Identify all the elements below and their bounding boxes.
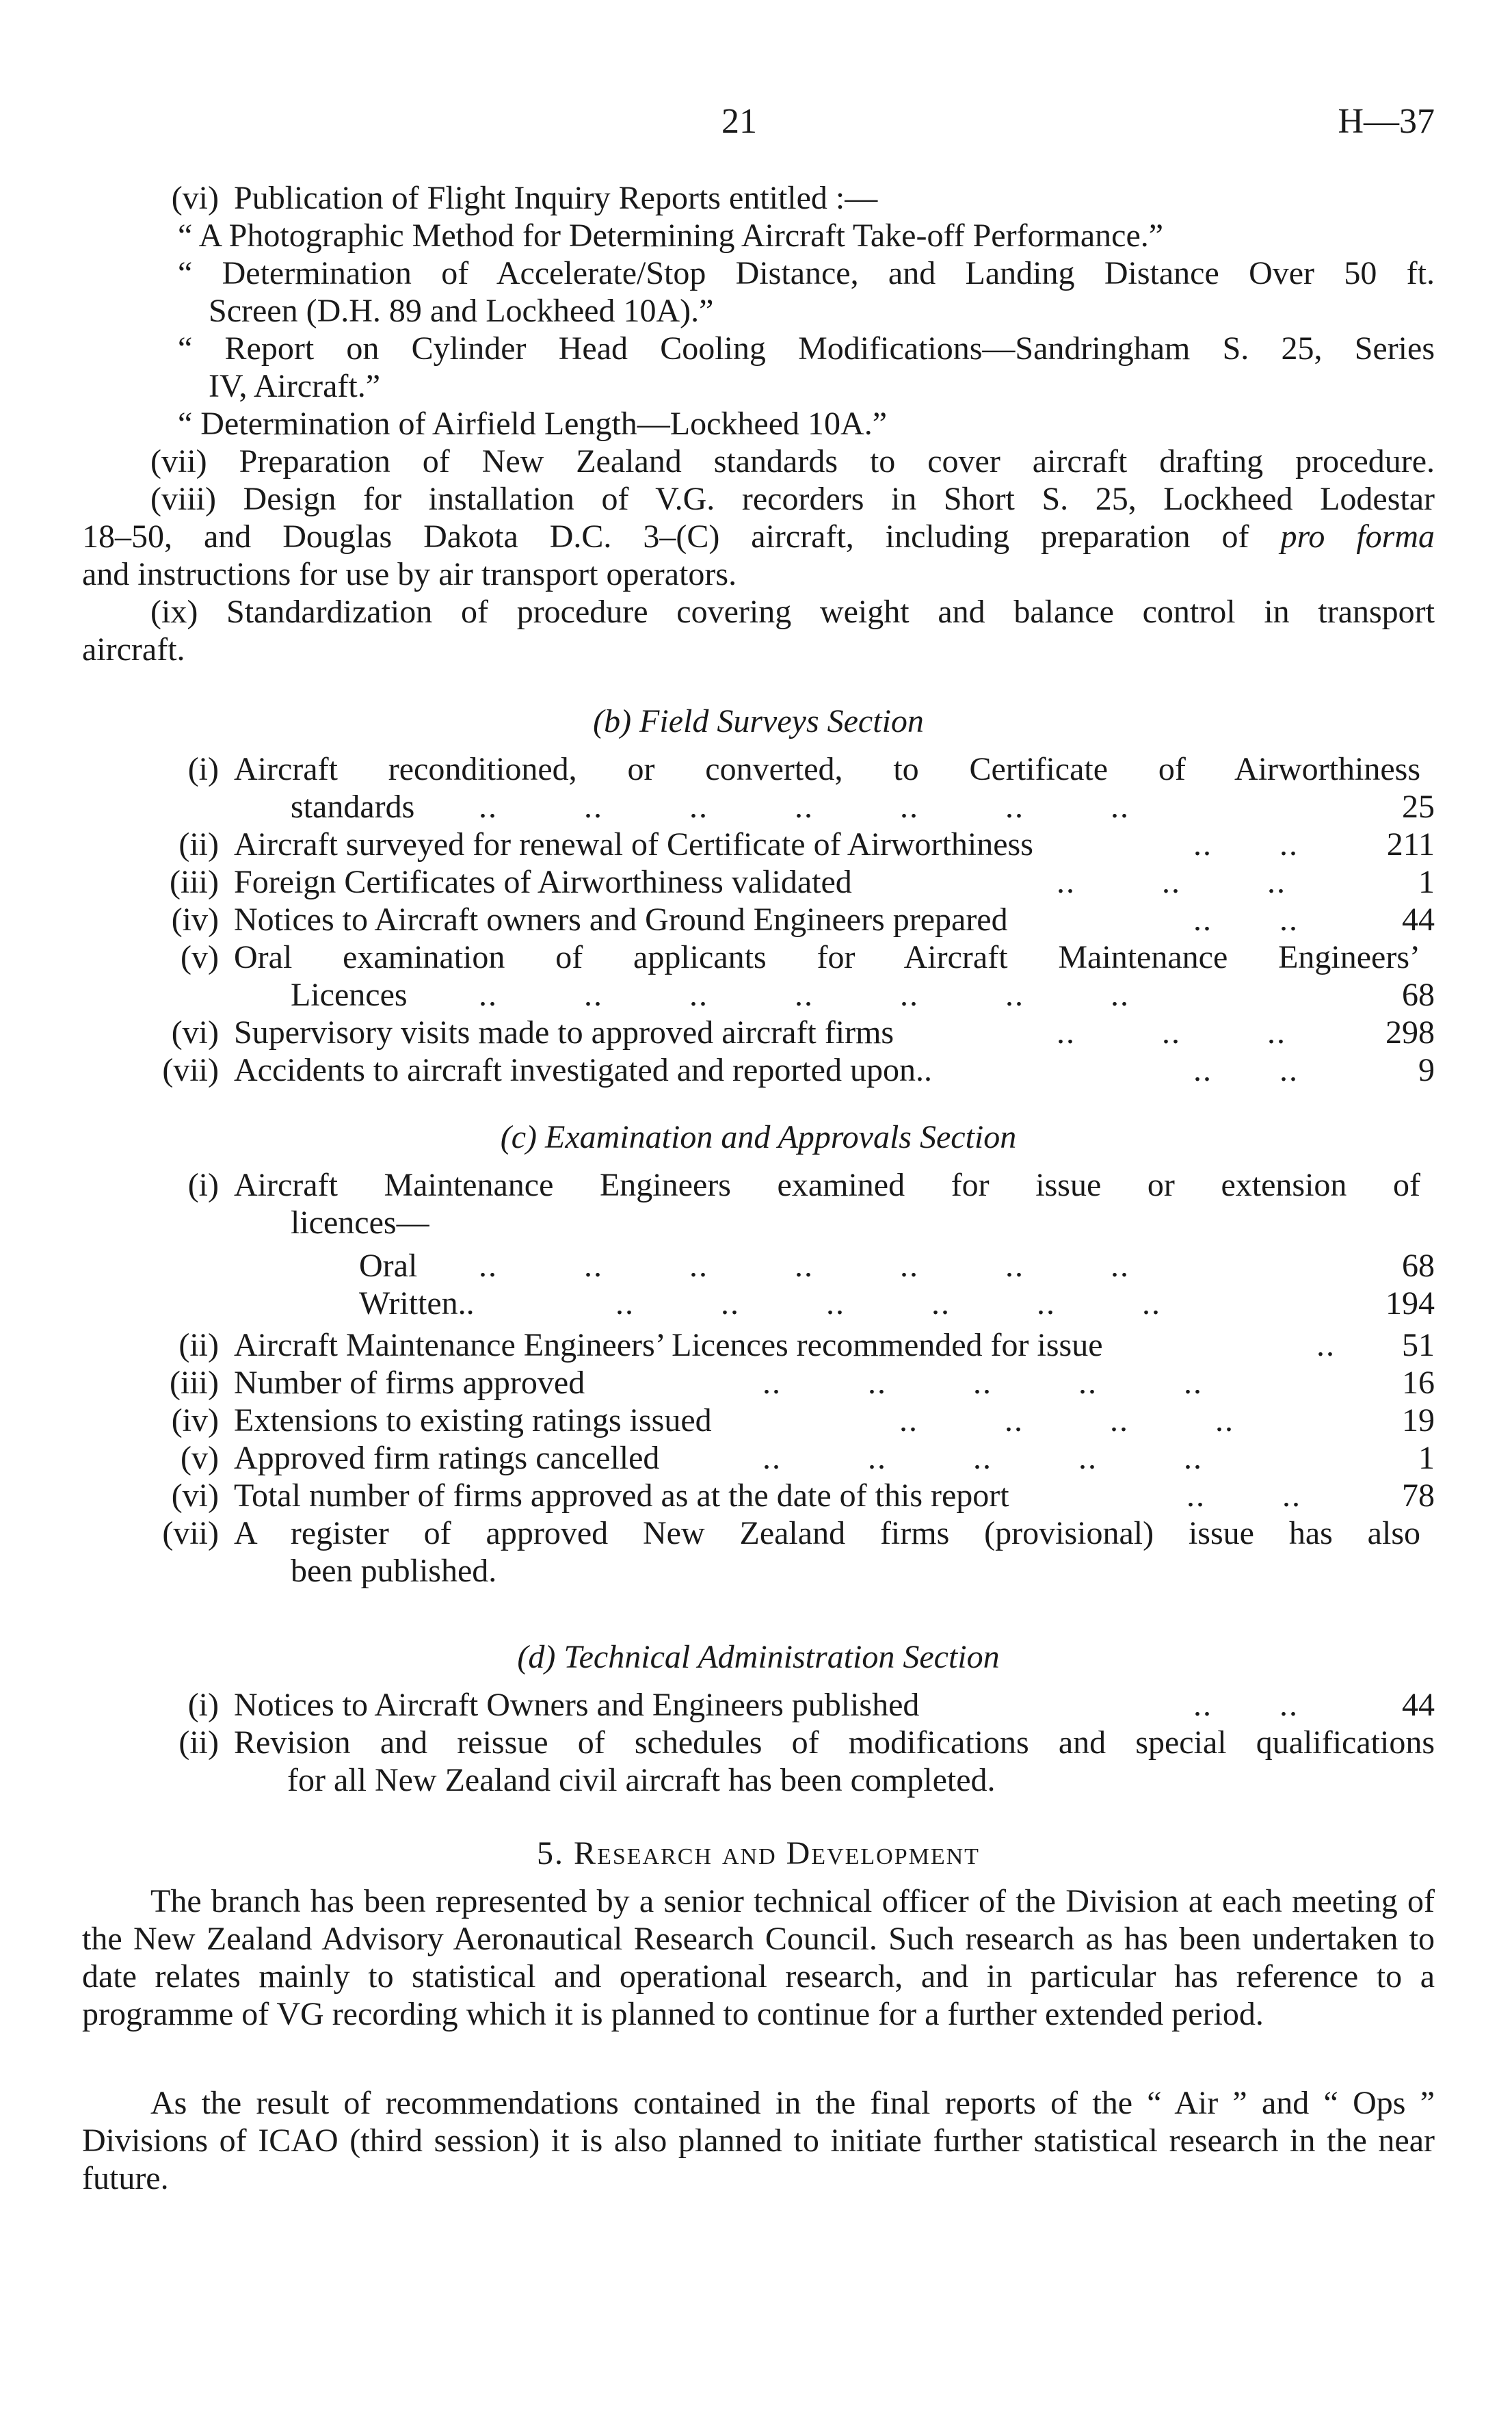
list-item: (vii) Accidents to aircraft investigated and reported upon.. .. .. 9: [162, 1052, 1435, 1088]
item-value: 78: [1402, 1477, 1435, 1514]
list-item: (vii) Preparation of New Zealand standards to cover aircraft drafting procedure.: [150, 443, 1435, 479]
item-value: 1: [1418, 1440, 1435, 1476]
list-item-cont: aircraft.: [82, 631, 185, 668]
list-item-cont: been published.: [291, 1553, 497, 1589]
list-item: (vi) Supervisory visits made to approved aircraft firms .. .. .. 298: [171, 1014, 1435, 1051]
item-value: 44: [1402, 902, 1435, 938]
page-header: [82, 103, 1435, 150]
list-item-cont: 18–50, and Douglas Dakota D.C. 3–(C) aircraft, including preparation of pro forma: [82, 518, 1435, 555]
list-item: (i) Aircraft Maintenance Engineers examined for issue or extension of: [187, 1167, 1420, 1203]
list-item: (vi) Total number of firms approved as at the date of this report .. .. 78: [171, 1477, 1435, 1514]
list-item: (ii) Revision and reissue of schedules of modifications and special qualifications: [178, 1724, 1435, 1761]
section-heading-technical: (d) Technical Administration Section: [517, 1639, 1000, 1675]
item-value: 211: [1386, 826, 1435, 863]
section-heading-examination: (c) Examination and Approvals Section: [500, 1119, 1017, 1155]
list-item-cont: and instructions for use by air transport operators.: [82, 556, 737, 592]
list-item: (iii) Foreign Certificates of Airworthiness validated .. .. .. 1: [170, 864, 1435, 900]
list-item-cont: licences—: [291, 1205, 429, 1241]
item-value: 9: [1418, 1052, 1435, 1088]
list-item: (viii) Design for installation of V.G. recorders in Short S. 25, Lockheed Lodestar: [150, 481, 1435, 517]
sub-item-written: Written.. .. .. .. .. .. .. 194: [359, 1285, 1435, 1322]
list-item: (iv) Extensions to existing ratings issued .. .. .. .. 19: [171, 1402, 1435, 1438]
section-heading-field-surveys: (b) Field Surveys Section: [593, 703, 924, 739]
item-value: 68: [1402, 1248, 1435, 1284]
field-surveys-list: [82, 750, 1435, 1089]
item-value: 194: [1385, 1285, 1435, 1322]
list-item: (ii) Aircraft Maintenance Engineers’ Licences recommended for issue .. 51: [178, 1327, 1435, 1363]
sub-item-oral: Oral .. .. .. .. .. .. .. 68: [359, 1248, 1435, 1284]
section-heading-research: 5. Research and Development: [537, 1835, 980, 1871]
item-value: 51: [1402, 1327, 1435, 1363]
document-code: H—37: [1338, 102, 1435, 141]
list-item: (ix) Standardization of procedure covering weight and balance control in transport: [150, 594, 1435, 630]
list-item: (ii) Aircraft surveyed for renewal of Certificate of Airworthiness .. .. 211: [178, 826, 1435, 863]
list-item: (i) Notices to Aircraft Owners and Engineers published .. .. 44: [187, 1687, 1435, 1723]
report-title-cont: IV, Aircraft.”: [209, 368, 381, 404]
list-item: (v) Oral examination of applicants for Aircraft Maintenance Engineers’: [181, 939, 1420, 975]
report-title-cont: Screen (D.H. 89 and Lockheed 10A).”: [209, 293, 714, 329]
item-value: 19: [1402, 1402, 1435, 1438]
page-number: 21: [721, 102, 757, 141]
examination-list: [82, 1166, 1435, 1590]
research-paragraph-1: The branch has been represented by a senior technical officer of the Division at each meeting of the New Zealand Advisory Aeronautical Research Council. Such research as has been undertaken to date relates mainly to statistical and operational research, and in particular has reference to a programme of VG recording which it is planned to continue for a further extended period.: [82, 1883, 1435, 2032]
item-value: 16: [1402, 1365, 1435, 1401]
report-title: “ Determination of Airfield Length—Lockheed 10A.”: [178, 406, 887, 442]
list-item: (vii) A register of approved New Zealand firms (provisional) issue has also: [162, 1515, 1420, 1551]
research-paragraph-2: As the result of recommendations contained in the final reports of the “ Air ” and “ Ops ” Divisions of ICAO (third session) it is also planned to initiate further statistical research in the near future.: [82, 2085, 1435, 2196]
item-value: 25: [1402, 789, 1435, 825]
list-item: (i) Aircraft reconditioned, or converted, to Certificate of Airworthiness: [187, 751, 1420, 787]
report-title: “ Report on Cylinder Head Cooling Modifications—Sandringham S. 25, Series: [178, 330, 1435, 367]
list-item-cont: for all New Zealand civil aircraft has been completed.: [287, 1762, 996, 1798]
item-number: (vi): [171, 180, 219, 216]
list-item: (iv) Notices to Aircraft owners and Ground Engineers prepared .. .. 44: [171, 902, 1435, 938]
item-value: 298: [1385, 1014, 1435, 1051]
report-title: “ A Photographic Method for Determining Aircraft Take-off Performance.”: [178, 218, 1164, 254]
list-item: [82, 179, 1435, 217]
item-value: 1: [1418, 864, 1435, 900]
item-text: Publication of Flight Inquiry Reports entitled :—: [234, 180, 878, 216]
report-title: “ Determination of Accelerate/Stop Distance, and Landing Distance Over 50 ft.: [178, 255, 1435, 291]
document-page: [82, 0, 1435, 2418]
list-item: (v) Approved firm ratings cancelled .. .. .. .. .. 1: [181, 1440, 1435, 1476]
list-item-cont: Licences .. .. .. .. .. .. .. 68: [291, 977, 1435, 1013]
intro-list: [82, 179, 1435, 668]
item-value: 68: [1402, 977, 1435, 1013]
technical-list: [82, 1686, 1435, 1799]
item-value: 44: [1402, 1687, 1435, 1723]
list-item-cont: standards .. .. .. .. .. .. .. 25: [291, 789, 1435, 825]
pro-forma-text: pro forma: [1280, 518, 1435, 555]
list-item: (iii) Number of firms approved .. .. .. .. .. 16: [170, 1365, 1435, 1401]
